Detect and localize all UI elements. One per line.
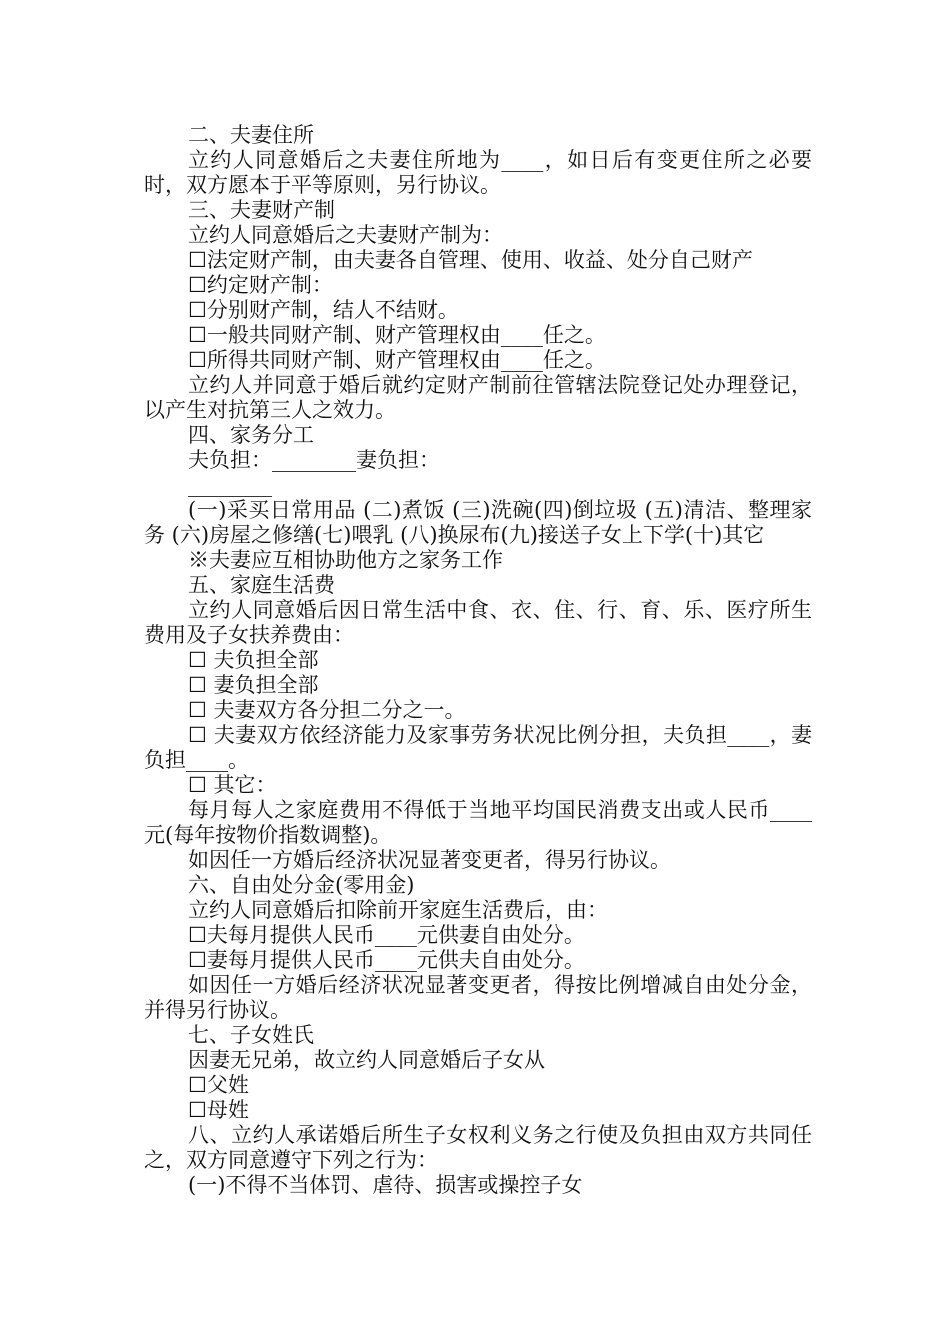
section-heading-allowance: 六、自由处分金(零用金)	[188, 873, 415, 897]
section-heading-property: 三、夫妻财产制	[188, 198, 335, 222]
paragraph-allowance-intro: 立约人同意婚后扣除前开家庭生活费后，由：	[188, 898, 608, 922]
checkbox-item-father-surname: ☐父姓	[188, 1073, 249, 1097]
checkbox-item-wife-all: ☐ 妻负担全部	[188, 673, 319, 697]
section-heading-child-surname: 七、子女姓氏	[188, 1023, 314, 1047]
paragraph-allowance-adjust: 如因任一方婚后经济状况显著变更者，得按比例增减自由处分金，并得另行协议。	[144, 973, 812, 1022]
paragraph-housework-list: (一)采买日常用品 (二)煮饭 (三)洗碗(四)倒垃圾 (五)清洁、整理家务 (六)房屋之修缮(七)喂乳 (八)换尿布(九)接送子女上下学(十)其它	[144, 498, 812, 547]
checkbox-item-husband-all: ☐ 夫负担全部	[188, 648, 319, 672]
paragraph-child-surname: 因妻无兄弟，故立约人同意婚后子女从	[188, 1048, 545, 1072]
checkbox-item-other: ☐ 其它：	[188, 773, 277, 797]
checkbox-item-husband-provides: ☐夫每月提供人民币____元供妻自由处分。	[188, 923, 585, 947]
checkbox-item-half-each: ☐ 夫妻双方各分担二分之一。	[188, 698, 466, 722]
paragraph-housework-note: ※夫妻应互相协助他方之家务工作	[188, 548, 503, 572]
paragraph-property-registration: 立约人并同意于婚后就约定财产制前往管辖法院登记处办理登记，以产生对抗第三人之效力。	[144, 373, 812, 422]
checkbox-item-agreed-property: ☐约定财产制：	[188, 273, 333, 297]
checkbox-item-income-common-property: ☐所得共同财产制、财产管理权由____任之。	[188, 348, 606, 372]
paragraph-housework-burden: 夫负担：________妻负担：	[188, 448, 440, 472]
checkbox-item-mother-surname: ☐母姓	[188, 1098, 249, 1122]
section-heading-child-rights: 八、立约人承诺婚后所生子女权利义务之行使及负担由双方共同任之，双方同意遵守下列之行为：	[144, 1123, 812, 1172]
document-body	[144, 123, 812, 1198]
paragraph-living-expenses: 立约人同意婚后因日常生活中食、衣、住、行、育、乐、医疗所生费用及子女扶养费由：	[144, 598, 812, 647]
paragraph-monthly-minimum: 每月每人之家庭费用不得低于当地平均国民消费支出或人民币____元(每年按物价指数调整)。	[144, 798, 812, 847]
checkbox-item-wife-provides: ☐妻每月提供人民币____元供夫自由处分。	[188, 948, 585, 972]
paragraph-property-intro: 立约人同意婚后之夫妻财产制为：	[188, 223, 503, 247]
section-heading-housework: 四、家务分工	[188, 423, 314, 447]
checkbox-item-separate-property: ☐分别财产制，结人不结财。	[188, 298, 459, 322]
checkbox-item-general-common-property: ☐一般共同财产制、财产管理权由____任之。	[188, 323, 606, 347]
checkbox-item-proportional: ☐ 夫妻双方依经济能力及家事劳务状况比例分担，夫负担____，妻负担____。	[144, 723, 812, 772]
section-heading-living-expenses: 五、家庭生活费	[188, 573, 335, 597]
paragraph-residence: 立约人同意婚后之夫妻住所地为____，如日后有变更住所之必要时，双方愿本于平等原则，另行协议。	[144, 148, 812, 197]
checkbox-item-statutory-property: ☐法定财产制，由夫妻各自管理、使用、收益、处分自己财产	[188, 248, 753, 272]
paragraph-renegotiate: 如因任一方婚后经济状况显著变更者，得另行协议。	[188, 848, 671, 872]
paragraph-housework-blank: ________	[188, 473, 272, 497]
section-heading-residence: 二、夫妻住所	[188, 123, 314, 147]
list-item-no-abuse: (一)不得不当体罚、虐待、损害或操控子女	[188, 1173, 583, 1197]
